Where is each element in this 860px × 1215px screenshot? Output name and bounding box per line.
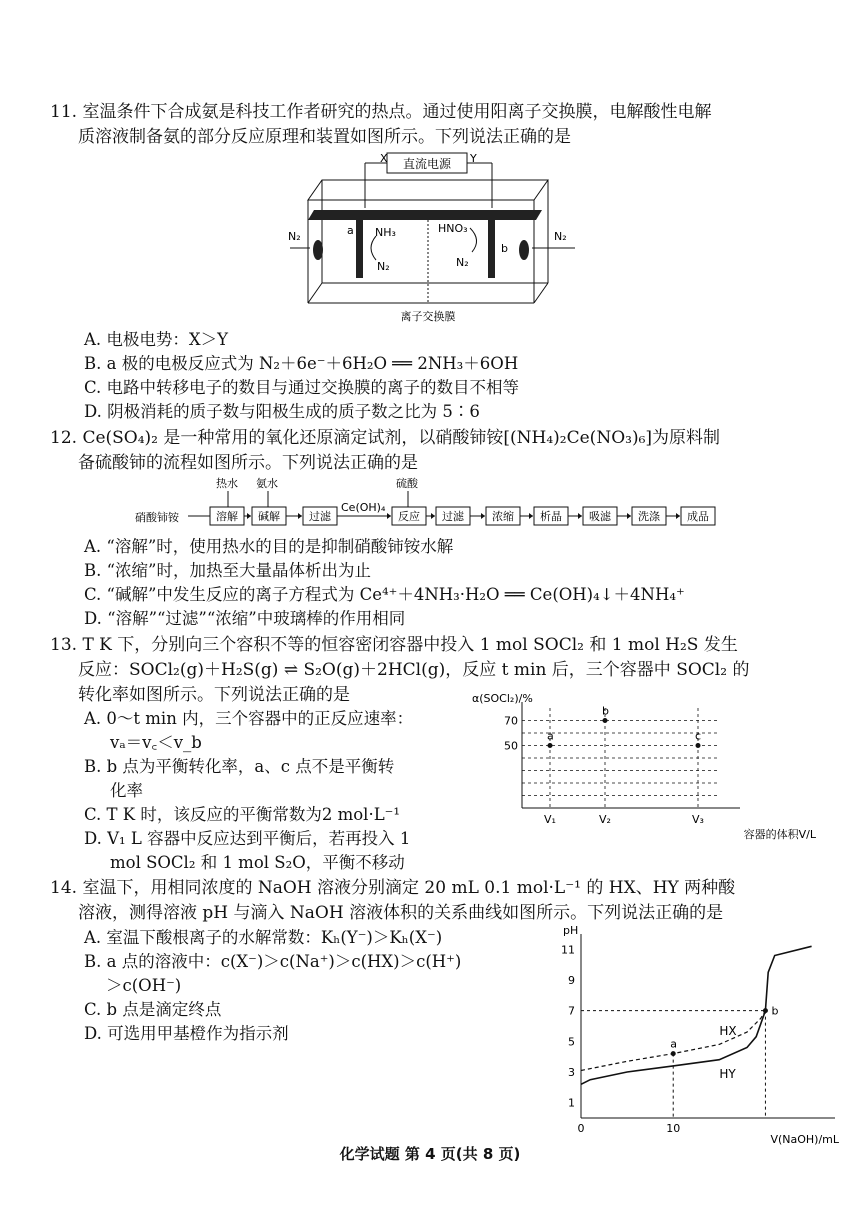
terminal-x-label: X: [380, 152, 388, 165]
q14-option-a: A. 室温下酸根离子的水解常数：Kₕ(Y⁻)＞Kₕ(X⁻): [84, 928, 443, 947]
point-label: a: [547, 729, 554, 743]
q11-option-b: B. a 极的电极反应式为 N₂＋6e⁻＋6H₂O ══ 2NH₃＋6OH: [84, 354, 519, 373]
electrode-b-label: b: [501, 242, 508, 255]
y-tick-label: 70: [504, 714, 518, 728]
q12-option-c: C. “碱解”中发生反应的离子方程式为 Ce⁴⁺＋4NH₃·H₂O ══ Ce(OH)₄↓＋4NH₄⁺: [84, 585, 685, 604]
chart14-xlabel: V(NaOH)/mL: [770, 1133, 839, 1145]
flow-intermediate-label: Ce(OH)₄: [341, 501, 386, 514]
x-tick-label: 10: [666, 1122, 681, 1135]
q13-stem-line3: 转化率如图所示。下列说法正确的是: [78, 685, 350, 705]
flow-step-label: 反应: [398, 510, 420, 523]
membrane-label: 离子交换膜: [400, 310, 456, 323]
q13-option-c: C. T K 时，该反应的平衡常数为2 mol·L⁻¹: [84, 805, 400, 824]
x-tick-label: V₃: [692, 813, 704, 826]
flow-step-label: 碱解: [258, 510, 280, 523]
x-tick-label: V₁: [544, 813, 556, 826]
chart13-xlabel: 容器的体积V/L: [743, 828, 816, 841]
hno3-label: HNO₃: [438, 222, 468, 235]
y-tick-label: 5: [568, 1035, 575, 1049]
flow-ammonia-label: 氨水: [256, 477, 278, 490]
q12-stem-line2: 备硫酸铈的流程如图所示。下列说法正确的是: [78, 453, 418, 473]
series-label: HY: [719, 1067, 736, 1082]
flow-step-label: 吸滤: [589, 510, 611, 523]
power-supply-label: 直流电源: [402, 157, 452, 171]
chart13-marks: [504, 702, 740, 826]
n2-a-label: N₂: [377, 260, 390, 273]
series-label: HX: [719, 1024, 737, 1039]
point-b: [763, 1008, 768, 1013]
q14-stem-line2: 溶液，测得溶液 pH 与滴入 NaOH 溶液体积的关系曲线如图所示。下列说法正确的是: [78, 903, 724, 923]
flow-step-label: 析晶: [540, 510, 562, 523]
flow-step-label: 成品: [687, 510, 709, 523]
q13-stem-line1: 13. T K 下，分别向三个容积不等的恒容密闭容器中投入 1 mol SOCl₂ 和 1 mol H₂S 发生: [50, 635, 738, 655]
q13-option-d-line2: mol SOCl₂ 和 1 mol S₂O，平衡不移动: [110, 853, 405, 872]
q13-option-b-line2: 化率: [110, 781, 143, 800]
flow-step-label: 过滤: [309, 510, 331, 523]
q13-conversion-chart: [470, 688, 820, 846]
point-label: b: [602, 704, 609, 718]
electrode-a-label: a: [347, 224, 354, 237]
q11-stem-line1: 11. 室温条件下合成氨是科技工作者研究的热点。通过使用阳离子交换膜，电解酸性电解: [50, 102, 712, 122]
flow-acid-label: 硫酸: [396, 477, 418, 490]
point-b: [603, 718, 608, 723]
y-tick-label: 1: [568, 1096, 575, 1110]
q12-option-b: B. “浓缩”时，加热至大量晶体析出为止: [84, 561, 371, 580]
flow-start-label: 硝酸铈铵: [135, 511, 179, 524]
q14-stem-line1: 14. 室温下，用相同浓度的 NaOH 溶液分别滴定 20 mL 0.1 mol·L⁻¹ 的 HX、HY 两种酸: [50, 878, 736, 898]
q14-option-b-line2: ＞c(OH⁻): [106, 976, 182, 995]
chart14-marks: [561, 934, 835, 1135]
point-a: [671, 1051, 676, 1056]
q14-option-b-line1: B. a 点的溶液中：c(X⁻)＞c(Na⁺)＞c(HX)＞c(H⁺): [84, 952, 462, 971]
flow-step-label: 过滤: [442, 510, 464, 523]
q11-electrolysis-figure: [280, 148, 580, 323]
electrode-b: [488, 220, 495, 278]
y-tick-label: 11: [561, 943, 575, 957]
n2-b-label: N₂: [456, 256, 469, 269]
q13-option-d-line1: D. V₁ L 容器中反应达到平衡后，若再投入 1: [84, 829, 411, 848]
n2-right-label: N₂: [554, 230, 567, 243]
flow-step-label: 溶解: [216, 510, 238, 523]
point-c: [696, 743, 701, 748]
point-label: b: [771, 1004, 779, 1018]
x-tick-label: V₂: [599, 813, 611, 826]
q14-option-d: D. 可选用甲基橙作为指示剂: [84, 1024, 289, 1043]
q14-option-c: C. b 点是滴定终点: [84, 1000, 222, 1019]
chart13-ylabel: α(SOCl₂)/%: [472, 692, 533, 705]
flow-hot-water-label: 热水: [216, 477, 238, 490]
q14-titration-chart: [555, 920, 840, 1145]
y-tick-label: 50: [504, 739, 518, 753]
q13-option-b-line1: B. b 点为平衡转化率，a、c 点不是平衡转: [84, 757, 395, 776]
q11-stem-line2: 质溶液制备氨的部分反应原理和装置如图所示。下列说法正确的是: [78, 127, 571, 147]
y-tick-label: 7: [568, 1004, 575, 1018]
chart14-ylabel: pH: [563, 924, 579, 937]
q12-flow-diagram: [130, 474, 730, 532]
q13-option-a-line2: vₐ＝v꜀＜v_b: [110, 733, 202, 752]
y-tick-label: 3: [568, 1066, 575, 1079]
terminal-y-label: Y: [470, 152, 477, 165]
flow-step-label: 洗涤: [638, 510, 660, 523]
n2-left-label: N₂: [288, 230, 301, 243]
flow-step-label: 浓缩: [492, 510, 514, 523]
q11-option-d: D. 阴极消耗的质子数与阳极生成的质子数之比为 5∶6: [84, 402, 480, 421]
q12-option-d: D. “溶解”“过滤”“浓缩”中玻璃棒的作用相同: [84, 609, 406, 628]
q11-option-a: A. 电极电势：X＞Y: [84, 330, 229, 349]
q12-option-a: A. “溶解”时，使用热水的目的是抑制硝酸铈铵水解: [84, 537, 454, 556]
flow-steps: [188, 507, 715, 525]
point-label: a: [670, 1037, 677, 1051]
q12-stem-line1: 12. Ce(SO₄)₂ 是一种常用的氧化还原滴定试剂，以硝酸铈铵[(NH₄)₂Ce(NO₃)₆]为原料制: [50, 428, 721, 448]
y-tick-label: 9: [568, 974, 575, 987]
electrode-a: [356, 220, 363, 278]
point-a: [548, 743, 553, 748]
nh3-label: NH₃: [375, 226, 396, 239]
x-tick-label: 0: [577, 1122, 585, 1135]
page-footer: 化学试题 第 4 页(共 8 页): [339, 1145, 521, 1163]
point-label: c: [695, 729, 702, 743]
q13-stem-line2: 反应：SOCl₂(g)＋H₂S(g) ⇌ S₂O(g)＋2HCl(g)，反应 t min 后，三个容器中 SOCl₂ 的: [78, 660, 750, 680]
q11-option-c: C. 电路中转移电子的数目与通过交换膜的离子的数目不相等: [84, 378, 520, 397]
q13-option-a-line1: A. 0～t min 内，三个容器中的正反应速率：: [84, 709, 414, 728]
